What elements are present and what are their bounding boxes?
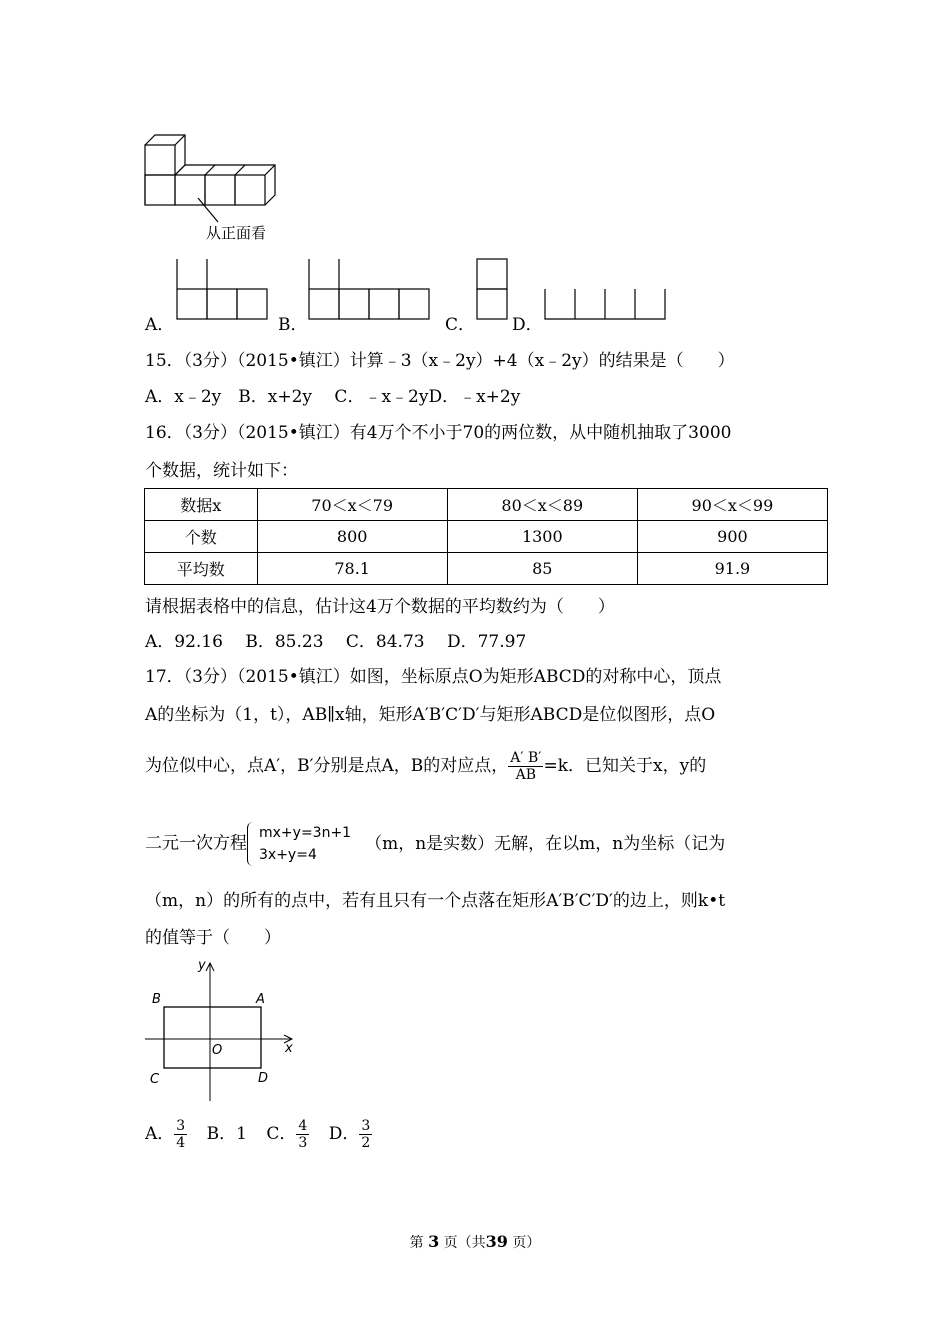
table-row	[145, 489, 828, 521]
q17-line-3-post: =k．已知关于x，y的	[543, 756, 707, 776]
vertex-label-b: B	[152, 992, 161, 1007]
q17-line-2: A的坐标为（1，t），AB∥x轴，矩形A′B′C′D′与矩形ABCD是位似图形，点O	[145, 705, 716, 725]
table-cell: 1300	[447, 521, 637, 553]
table-cell: 80＜x＜89	[447, 489, 637, 521]
option-c-view	[475, 258, 515, 323]
vertex-label-c: C	[150, 1072, 160, 1087]
x-axis-label: x	[285, 1041, 293, 1056]
q16-options: A．92.16 B．85.23 C．84.73 D．77.97	[145, 632, 527, 652]
option-c-label: C．	[445, 315, 476, 335]
q16-question: 请根据表格中的信息，估计这4万个数据的平均数约为（ ）	[145, 597, 615, 617]
footer-pre: 第	[409, 1235, 424, 1251]
footer-post: 页）	[512, 1235, 541, 1251]
option-a-view	[175, 258, 270, 323]
equation-system	[247, 822, 351, 866]
q17-line-3-pre: 为位似中心，点A′，B′分别是点A，B的对应点，	[145, 756, 509, 776]
fraction-denominator: 2	[361, 1135, 371, 1151]
q17-option-c-fraction	[296, 1118, 309, 1151]
table-row	[145, 521, 828, 553]
q17-option-d-label: D．	[328, 1124, 360, 1144]
data-table	[144, 488, 828, 585]
option-a-label: A．	[145, 315, 175, 335]
fraction-numerator: A′ B′	[510, 750, 542, 766]
option-d-view	[543, 288, 668, 323]
brace	[247, 822, 256, 866]
fraction-numerator: 4	[298, 1118, 308, 1134]
footer-page: 3	[428, 1232, 440, 1251]
q17-line-1: 17．（3分）（2015•镇江）如图，坐标原点O为矩形ABCD的对称中心，顶点	[145, 667, 722, 687]
q15-options: A．x﹣2y B．x+2y C．﹣x﹣2yD．﹣x+2y	[145, 387, 521, 407]
q16-stem-2: 个数据，统计如下：	[145, 461, 298, 481]
q17-line-4-pre: 二元一次方程	[145, 833, 247, 854]
q17-option-b-label: B．	[206, 1124, 237, 1144]
vertex-label-d: D	[258, 1071, 269, 1086]
fraction-denominator: AB	[515, 767, 537, 783]
q17-option-a-fraction	[174, 1118, 187, 1151]
q17-line-3	[145, 750, 706, 783]
table-cell: 85	[447, 553, 637, 585]
footer-mid: 页（共	[443, 1235, 486, 1251]
table-cell: 70＜x＜79	[257, 489, 447, 521]
table-cell: 800	[257, 521, 447, 553]
q17-line-5: （m，n）的所有的点中，若有且只有一个点落在矩形A′B′C′D′的边上，则k•t	[145, 891, 726, 911]
vertex-label-a: A	[256, 992, 265, 1007]
fraction-numerator: 3	[361, 1118, 371, 1134]
footer-total: 39	[485, 1232, 508, 1251]
figure-caption: 从正面看	[206, 224, 267, 242]
fraction-denominator: 3	[298, 1135, 308, 1151]
table-cell: 平均数	[145, 553, 258, 585]
q17-option-a-label: A．	[145, 1124, 175, 1144]
table-cell: 91.9	[637, 553, 827, 585]
fraction-numerator: 3	[176, 1118, 186, 1134]
q16-stem-1: 16．（3分）（2015•镇江）有4万个不小于70的两位数，从中随机抽取了3000	[145, 423, 732, 443]
page-footer	[0, 1232, 950, 1252]
table-cell: 900	[637, 521, 827, 553]
table-cell: 90＜x＜99	[637, 489, 827, 521]
table-cell: 个数	[145, 521, 258, 553]
q17-options	[145, 1118, 372, 1151]
q17-option-d-fraction	[359, 1118, 372, 1151]
q15-stem: 15．（3分）（2015•镇江）计算﹣3（x﹣2y）+4（x﹣2y）的结果是（ ）	[145, 351, 735, 371]
option-d-label: D．	[512, 315, 543, 335]
option-b-view	[307, 258, 432, 323]
q17-line-6: 的值等于（ ）	[145, 928, 281, 948]
option-b-label: B．	[278, 315, 308, 335]
equation-1: mx+y=3n+1	[259, 825, 352, 841]
table-cell: 78.1	[257, 553, 447, 585]
table-cell: 数据x	[145, 489, 258, 521]
coordinate-figure	[140, 955, 310, 1105]
table-row	[145, 553, 828, 585]
q17-option-b-value: 1	[236, 1124, 247, 1144]
q17-line-4-post: （m，n是实数）无解，在以m，n为坐标（记为	[365, 833, 726, 854]
equation-2: 3x+y=4	[259, 847, 317, 863]
origin-label: O	[212, 1043, 223, 1058]
y-axis-label: y	[198, 958, 206, 973]
q17-line-4	[145, 822, 725, 866]
ratio-fraction	[508, 750, 543, 783]
q17-option-c-label: C．	[266, 1124, 297, 1144]
fraction-denominator: 4	[176, 1135, 186, 1151]
